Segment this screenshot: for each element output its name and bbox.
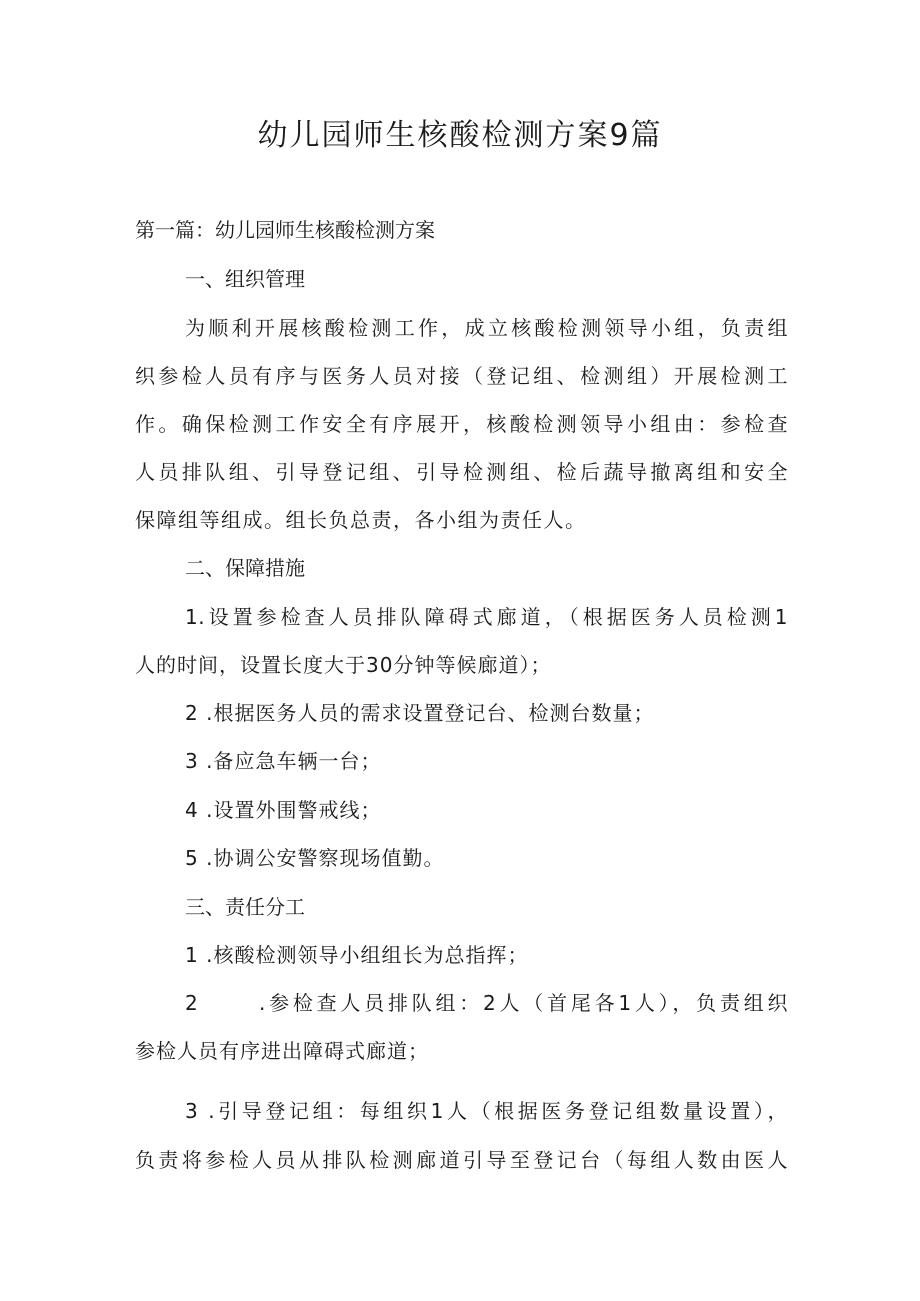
heading-responsibilities: 三、责任分工 <box>185 895 305 919</box>
list-item-continuation: 参检人员有序进出障碍式廊道； <box>135 1039 429 1063</box>
heading-measures: 二、保障措施 <box>185 556 305 580</box>
list-item-continuation: 负责将参检人员从排队检测廊道引导至登记台（每组人数由医人 <box>135 1148 788 1172</box>
list-item: 1 .核酸检测领导小组组长为总指挥； <box>185 943 529 967</box>
list-item: 3 .备应急车辆一台； <box>185 749 382 773</box>
list-item: 3 .引导登记组：每组织1人（根据医务登记组数量设置）， <box>185 1099 788 1123</box>
section-heading-part-one: 第一篇：幼儿园师生核酸检测方案 <box>135 218 435 242</box>
list-item: 4 .设置外围警戒线； <box>185 798 382 822</box>
list-item: 2 .根据医务人员的需求设置登记台、检测台数量； <box>185 701 655 725</box>
paragraph-line: 人员排队组、引导登记组、引导检测组、检后蔬导撤离组和安全 <box>135 460 788 484</box>
list-item: 5 .协调公安警察现场值勤。 <box>185 846 445 870</box>
list-item: 1.设置参检查人员排队障碍式廊道，（根据医务人员检测1 <box>185 605 788 629</box>
paragraph-line: 保障组等组成。组长负总责，各小组为责任人。 <box>135 508 587 532</box>
document-title: 幼儿园师生核酸检测方案9篇 <box>257 118 663 153</box>
paragraph-line: 作。确保检测工作安全有序展开，核酸检测领导小组由：参检查 <box>135 412 788 436</box>
list-item: 2 .参检查人员排队组：2人（首尾各1人），负责组织 <box>185 991 788 1015</box>
list-item-continuation: 人的时间，设置长度大于30分钟等候廊道）； <box>135 653 552 677</box>
heading-organization: 一、组织管理 <box>185 267 305 291</box>
paragraph-line: 织参检人员有序与医务人员对接（登记组、检测组）开展检测工 <box>135 364 788 388</box>
paragraph-line: 为顺利开展核酸检测工作，成立核酸检测领导小组，负责组 <box>185 316 788 340</box>
